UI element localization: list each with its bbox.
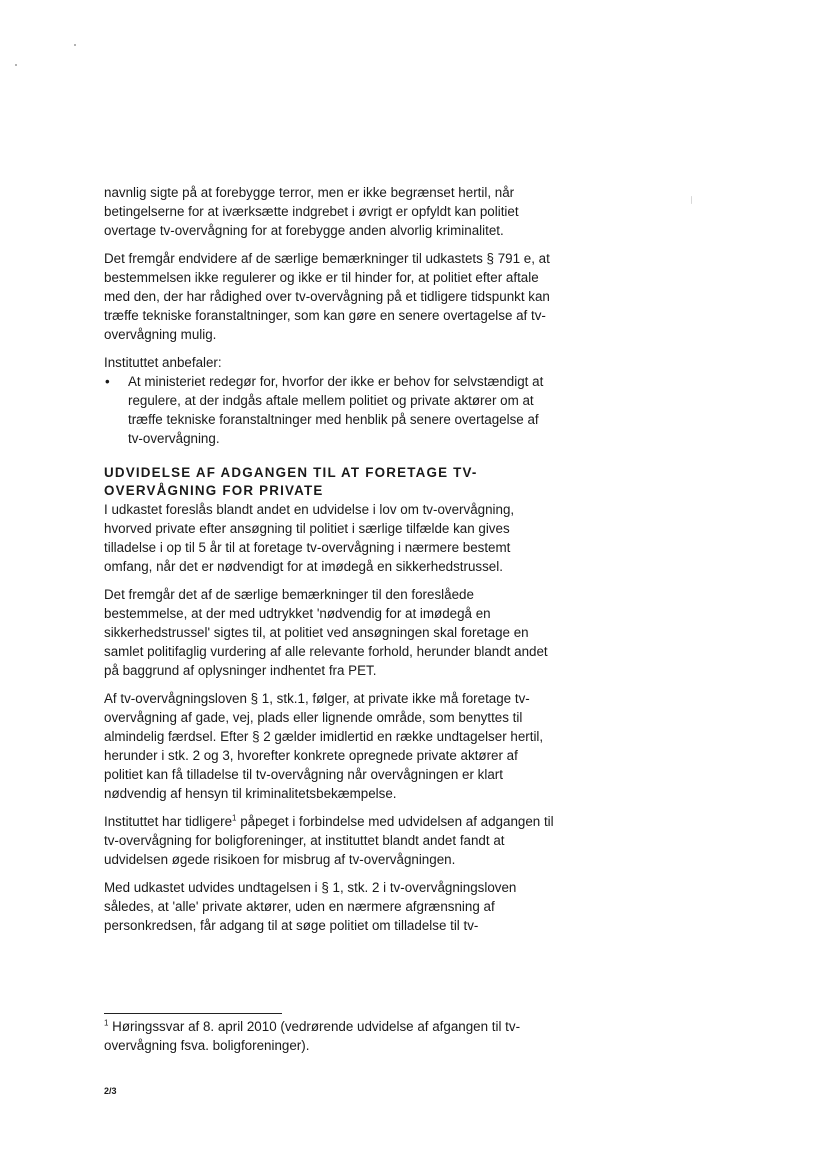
footnote-marker: 1	[104, 1018, 109, 1028]
body-text	[104, 183, 556, 944]
paragraph-terror-prevention: navnlig sigte på at forebygge terror, men er ikke begrænset hertil, når betingelserne for at iværksætte indgrebet i øvrigt er opfyldt kan politiet overtage tv-overvågning for at forebygge anden alvorlig kriminalitet.	[104, 185, 519, 238]
recommendation-list	[104, 372, 556, 448]
footnote-reference[interactable]: 1	[232, 813, 237, 823]
footnote-text: Høringssvar af 8. april 2010 (vedrørende udvidelse af afgangen til tv-overvågning fsva. boligforeninger).	[104, 1019, 521, 1053]
paragraph-tv-surveillance-law: Af tv-overvågningsloven § 1, stk.1, følger, at private ikke må foretage tv-overvågning af gade, vej, plads eller lignende område, som benyttes til almindelig færdsel. Efter § 2 gælder imidlertid en række undtagelser hertil, herunder i stk. 2 og 3, hvorefter konkrete opregnede private aktører af politiet kan få tilladelse til tv-overvågning når overvågningen er klart nødvendig af hensyn til kriminalitetsbekæmpelse.	[104, 691, 544, 801]
paragraph-technical-measures: Det fremgår endvidere af de særlige bemærkninger til udkastets § 791 e, at bestemmelsen ikke regulerer og ikke er til hinder for, at politiet efter aftale med den, der har rådighed over tv-overvågning på et tidligere tidspunkt kan træffe tekniske foranstaltninger, som kan gøre en senere overtagelse af tv-overvågning mulig.	[104, 251, 550, 342]
paragraph-proposal: I udkastet foreslås blandt andet en udvidelse i lov om tv-overvågning, hvorved private efter ansøgning til politiet i særlige tilfælde kan gives tilladelse i op til 5 år til at foretage tv-overvågning i nærmere bestemt omfang, når det er nødvendigt for at imødegå en sikkerhedstrussel.	[104, 502, 515, 574]
paragraph-extension: Med udkastet udvides undtagelsen i § 1, stk. 2 i tv-overvågningsloven således, at 'alle' private aktører, uden en nærmere afgrænsning af personkredsen, får adgang til at søge politiet om tilladelse til tv-	[104, 880, 517, 933]
footnote	[104, 1017, 544, 1055]
scan-speck	[15, 64, 17, 66]
page-number: 2/3	[104, 1086, 117, 1096]
paragraph-remarks: Det fremgår det af de særlige bemærkninger til den foreslåede bestemmelse, at der med udtrykket 'nødvendig for at imødegå en sikkerhedstrussel' sigtes til, at politiet ved ansøgningen skal foretage en samlet politifaglig vurdering af alle relevante forhold, herunder blandt andet på baggrund af oplysninger indhentet fra PET.	[104, 587, 548, 678]
paragraph-previous-statement	[104, 812, 556, 869]
scan-speck	[691, 196, 692, 204]
statement-rest: påpeget i forbindelse med udvidelsen af adgangen til tv-overvågning for boligforeninger, at instituttet blandt andet fandt at udvidelsen øgede risikoen for misbrug af tv-overvågningen.	[104, 814, 554, 867]
recommendation-intro: Instituttet anbefaler:	[104, 355, 222, 370]
footnote-divider	[104, 1013, 282, 1014]
statement-start: Instituttet har tidligere	[104, 814, 233, 829]
scan-speck	[74, 44, 76, 46]
recommendation-item: • At ministeriet redegør for, hvorfor der ikke er behov for selvstændigt at regulere, at der indgås aftale mellem politiet og private aktører om at træffe tekniske foranstaltninger med henblik på senere overtagelse af tv-overvågning.	[104, 372, 556, 448]
section-heading: UDVIDELSE AF ADGANGEN TIL AT FORETAGE TV-OVERVÅGNING FOR PRIVATE	[104, 465, 478, 498]
